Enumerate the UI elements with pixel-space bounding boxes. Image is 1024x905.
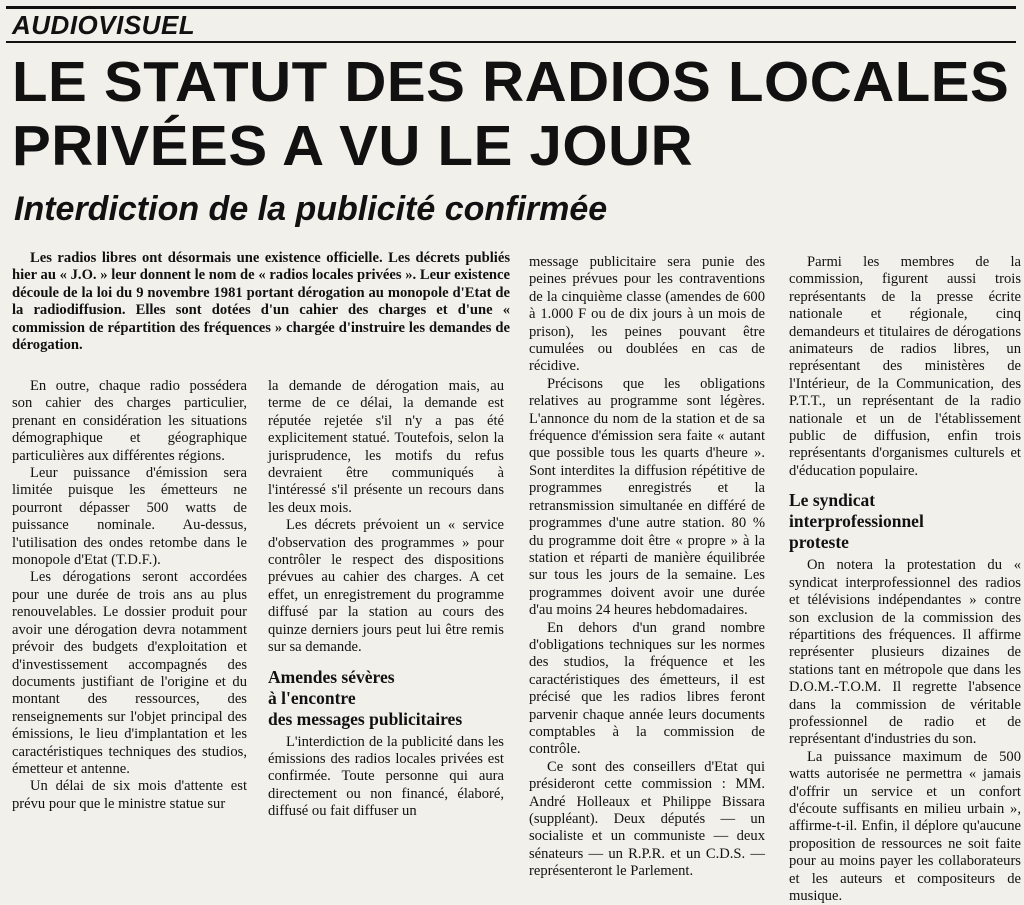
paragraph: Leur puissance d'émission sera limitée puisque les émetteurs ne pourront dépasser 500 watts de puissance nominale. Au-dessus, l'utilisation des ondes retombe dans le monopole d'Etat (T.D.F.). [12,465,247,569]
column-4 [789,254,1021,905]
paragraph: On notera la protestation du « syndicat interprofessionnel des radios et télévisions indépendantes » contre son exclusion de la commission des répartitions des fréquences. Il affirme représenter plusieurs dizaines de stations tant en métropole que dans les D.O.M.-T.O.M. Il regrette l'absence dans la commission de véritable professionnel de radio et de représentant d'industries du son. [789,557,1021,748]
subheading-line: Amendes sévères [268,666,395,687]
subheading-line: Le syndicat [789,490,876,511]
headline-line-1: LE STATUT DES RADIOS LOCALES [12,50,1010,114]
subheading-union [789,490,1021,553]
paragraph: Ce sont des conseillers d'Etat qui présideront cette commission : MM. André Holleaux et Philippe Bissara (suppléant). Deux députés — un socialiste et un communiste — deux sénateurs — un R.P.R. et un C.D.S. — représenteront le Parlement. [529,758,765,880]
paragraph: la demande de dérogation mais, au terme de ce délai, la demande est réputée rejetée s'il n'y a pas été explicitement statué. Toutefois, selon la jurisprudence, les motifs du refus devraient être communiqués à l'intéressé s'il présente un recours dans les deux mois. [268,378,504,516]
lead-paragraph: Les radios libres ont désormais une existence officielle. Les décrets publiés hier au « J.O. » leur donnent le nom de « radios locales privées ». Leur existence découle de la loi du 9 novembre 1981 portant dérogation au monopole d'Etat de la radiodiffusion. Elles sont dotées d'un cahier des charges et d'une « commission de répartition des fréquences » chargée d'instruire les demandes de dérogation. [12,250,510,354]
paragraph: En dehors d'un grand nombre d'obligations techniques sur les normes des studios, la fréquence et les caractéristiques des émetteurs, il est précisé que les radios libres feront parvenir chaque année leurs documents comptables à la commission de contrôle. [529,619,765,758]
paragraph: En outre, chaque radio possédera son cahier des charges particulier, prenant en considération les situations démographique et géographique particulières aux différentes régions. [12,378,247,464]
paragraph: Parmi les membres de la commission, figurent aussi trois représentants de la presse écrite nationale et régionale, cinq demandeurs et titulaires de dérogations animateurs de radios libres, un représentant des ministères de l'Intérieur, de la Communication, des P.T.T., un représentant de la radio nationale et un de l'établissement public de diffusion, enfin trois représentants d'organismes culturels et d'éducation populaire. [789,254,1021,479]
column-3 [529,254,765,881]
paragraph: L'interdiction de la publicité dans les émissions des radios locales privées est confirmée. Toute personne qui aura directement ou non financé, élaboré, diffusé ou fait diffuser un [268,733,504,820]
paragraph: Un délai de six mois d'attente est prévu pour que le ministre statue sur [12,778,247,812]
subheading-line: à l'encontre [268,687,356,708]
paragraph: La puissance maximum de 500 watts autorisée ne permettra « jamais d'offrir un service et un confort d'écoute suffisants en milieu urbain », affirme-t-il. Enfin, il déplore qu'aucune proposition de ressources ne soit faite pour au moins payer les collaborateurs et les auteurs et compositeurs de musique. [789,748,1021,904]
paragraph: Précisons que les obligations relatives au programme sont légères. L'annonce du nom de la station et de sa fréquence d'émission sera faite « autant que possible tous les quarts d'heure ». Sont interdites la diffusion répétitive de programmes enregistrés et la retransmission simultanée en différé de programmes d'une autre station. 80 % du programme doit être « propre » à la station et réparti de manière équilibrée sur tous les jours de la semaine. Les programmes doivent avoir une durée d'au moins 24 heures hebdomadaires. [529,375,765,619]
subheading-line: interprofessionnel [789,511,924,532]
subheading-fines [268,667,504,730]
paragraph: Les décrets prévoient un « service d'observation des programmes » pour contrôler le respect des dispositions prévues au cahier des charges. A cet effet, un enregistrement du programme diffusé par la station au cours des quinze derniers jours peut lui être remis sur sa demande. [268,517,504,656]
section-rubric [6,6,1016,43]
column-2 [268,378,504,821]
headline-line-2: PRIVÉES A VU LE JOUR [12,114,694,178]
rubric-label: AUDIOVISUEL [12,10,196,40]
paragraph: Les dérogations seront accordées pour une durée de trois ans au plus renouvelables. Le dossier produit pour avoir une dérogation devra notamment prévoir des budgets d'exploitation et d'investissement accompagnés des documents justifiant de l'origine et du montant des ressources, des renseignements sur l'objet principal des émissions, le lieu d'implantation et les caractéristiques techniques des studios, émetteur et antenne. [12,569,247,777]
headline [12,50,1024,178]
subheading-line: des messages publicitaires [268,708,463,729]
paragraph: message publicitaire sera punie des peines prévues pour les contraventions de la cinquième classe (amendes de 600 à 1.000 F ou de dix jours à un mois de prison), les peines pouvant être cumulées ou doublées en cas de récidive. [529,254,765,375]
column-1 [12,378,247,813]
subtitle: Interdiction de la publicité confirmée [14,190,608,228]
subheading-line: proteste [789,532,849,553]
